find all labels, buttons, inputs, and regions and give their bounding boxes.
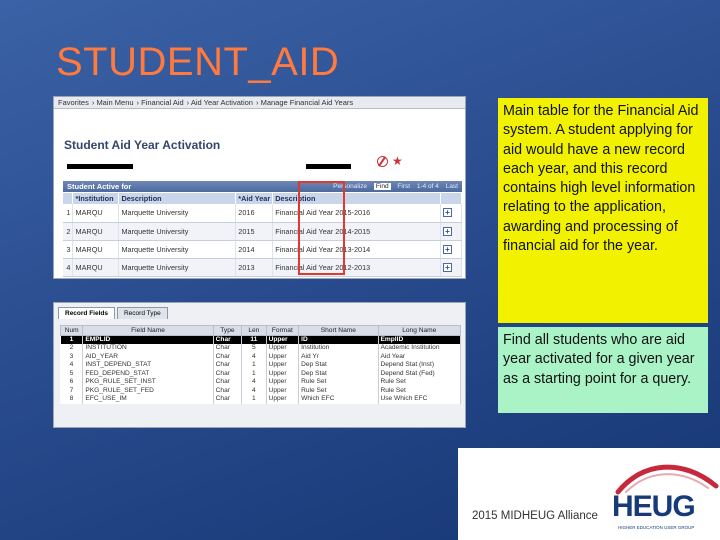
format-cell: Upper bbox=[266, 370, 299, 379]
institution-cell[interactable]: MARQU bbox=[73, 204, 119, 222]
aid-year-activation-screenshot bbox=[53, 96, 466, 279]
type-cell: Char bbox=[213, 395, 241, 404]
field-name-cell: AID_YEAR bbox=[83, 353, 213, 362]
short-name-cell: Which EFC bbox=[299, 395, 378, 404]
grid-title: Student Active for bbox=[67, 182, 132, 191]
breadcrumb-favorites[interactable]: Favorites bbox=[58, 98, 89, 107]
field-name-cell: PKG_RULE_SET_INST bbox=[83, 378, 213, 387]
aid-year-cell[interactable]: 2015 bbox=[236, 222, 273, 240]
field-name-cell: EFC_USE_IM bbox=[83, 395, 213, 404]
col-field-name[interactable]: Field Name bbox=[83, 326, 213, 336]
last-link[interactable]: Last bbox=[445, 183, 458, 190]
len-cell: 5 bbox=[242, 344, 266, 353]
long-name-cell: Depend Stat (Inst) bbox=[378, 361, 461, 370]
table-row[interactable] bbox=[61, 387, 461, 396]
aid-year-cell[interactable]: 2013 bbox=[236, 258, 273, 276]
institution-cell[interactable]: MARQU bbox=[73, 240, 119, 258]
first-link[interactable]: First bbox=[397, 183, 411, 190]
table-row[interactable] bbox=[61, 370, 461, 379]
slide-title: STUDENT_AID bbox=[56, 40, 340, 84]
footer-text: 2015 MIDHEUG Alliance bbox=[472, 510, 598, 522]
len-cell: 1 bbox=[242, 361, 266, 370]
num-cell: 4 bbox=[61, 361, 83, 370]
col-aid-description[interactable]: Description bbox=[273, 193, 441, 204]
table-row[interactable] bbox=[61, 378, 461, 387]
aid-description-cell: Financial Aid Year 2015-2016 bbox=[273, 204, 441, 222]
col-len[interactable]: Len bbox=[242, 326, 266, 336]
long-name-cell: Depend Stat (Fed) bbox=[378, 370, 461, 379]
record-fields-table bbox=[60, 325, 461, 404]
add-row-button[interactable]: + bbox=[443, 208, 452, 217]
breadcrumb-aid-year-activation[interactable]: Aid Year Activation bbox=[190, 98, 253, 107]
len-cell: 11 bbox=[242, 336, 266, 345]
logo-wordmark: HEUG bbox=[612, 490, 695, 523]
col-num[interactable]: Num bbox=[61, 326, 83, 336]
col-aid-year[interactable]: *Aid Year bbox=[236, 193, 273, 204]
field-name-cell: PKG_RULE_SET_FED bbox=[83, 387, 213, 396]
type-cell: Char bbox=[213, 370, 241, 379]
col-num bbox=[63, 193, 73, 204]
record-fields-screenshot bbox=[53, 302, 466, 428]
aid-description-cell: Financial Aid Year 2012-2013 bbox=[273, 258, 441, 276]
description-cell: Marquette University bbox=[119, 204, 236, 222]
add-row-button[interactable]: + bbox=[443, 245, 452, 254]
len-cell: 1 bbox=[242, 395, 266, 404]
field-name-cell: FED_DEPEND_STAT bbox=[83, 370, 213, 379]
short-name-cell: Dep Stat bbox=[299, 370, 378, 379]
len-cell: 1 bbox=[242, 370, 266, 379]
type-cell: Char bbox=[213, 378, 241, 387]
main-table-note: Main table for the Financial Aid system. A student applying for aid would have a new record each year, and this record contains high level information relating to the application, awarding and processing of financial aid for the year. bbox=[498, 98, 708, 323]
format-cell: Upper bbox=[266, 387, 299, 396]
add-row-button[interactable]: + bbox=[443, 227, 452, 236]
row-num: 3 bbox=[63, 240, 73, 258]
num-cell: 6 bbox=[61, 378, 83, 387]
col-format[interactable]: Format bbox=[266, 326, 299, 336]
short-name-cell: Institution bbox=[299, 344, 378, 353]
num-cell: 8 bbox=[61, 395, 83, 404]
type-cell: Char bbox=[213, 344, 241, 353]
format-cell: Upper bbox=[266, 378, 299, 387]
long-name-cell: Use Which EFC bbox=[378, 395, 461, 404]
col-description[interactable]: Description bbox=[119, 193, 236, 204]
description-cell: Marquette University bbox=[119, 222, 236, 240]
num-cell: 5 bbox=[61, 370, 83, 379]
cancel-icon[interactable] bbox=[377, 156, 388, 167]
star-icon: ★ bbox=[392, 154, 403, 168]
table-row bbox=[63, 204, 462, 222]
num-cell: 7 bbox=[61, 387, 83, 396]
table-row[interactable] bbox=[61, 344, 461, 353]
field-name-cell: EMPLID bbox=[83, 336, 213, 345]
add-row-button[interactable]: + bbox=[443, 263, 452, 272]
logo-subtitle: HIGHER EDUCATION USER GROUP bbox=[618, 525, 695, 530]
type-cell: Char bbox=[213, 387, 241, 396]
row-count: 1-4 of 4 bbox=[416, 183, 439, 190]
col-add bbox=[440, 193, 461, 204]
type-cell: Char bbox=[213, 361, 241, 370]
institution-cell[interactable]: MARQU bbox=[73, 258, 119, 276]
breadcrumb: Favorites › Main Menu › Financial Aid › Aid Year Activation › Manage Financial Aid Years bbox=[54, 97, 465, 109]
aid-year-cell[interactable]: 2016 bbox=[236, 204, 273, 222]
aid-description-cell: Financial Aid Year 2013-2014 bbox=[273, 240, 441, 258]
col-institution[interactable]: *Institution bbox=[73, 193, 119, 204]
grid-header-bar bbox=[63, 181, 462, 192]
institution-cell[interactable]: MARQU bbox=[73, 222, 119, 240]
aid-year-highlight bbox=[298, 181, 345, 275]
redacted-emplid bbox=[67, 164, 133, 169]
format-cell: Upper bbox=[266, 361, 299, 370]
short-name-cell: Dep Stat bbox=[299, 361, 378, 370]
query-tip-note: Find all students who are aid year activated for a given year as a starting point for a query. bbox=[498, 327, 708, 413]
table-row bbox=[63, 240, 462, 258]
find-link[interactable]: Find bbox=[375, 183, 389, 190]
add-row-cell bbox=[440, 222, 461, 240]
short-name-cell: ID bbox=[299, 336, 378, 345]
description-cell: Marquette University bbox=[119, 240, 236, 258]
table-row bbox=[63, 222, 462, 240]
col-short-name[interactable]: Short Name bbox=[299, 326, 378, 336]
format-cell: Upper bbox=[266, 336, 299, 345]
long-name-cell: Rule Set bbox=[378, 378, 461, 387]
len-cell: 4 bbox=[242, 387, 266, 396]
num-cell: 1 bbox=[61, 336, 83, 345]
col-type[interactable]: Type bbox=[213, 326, 241, 336]
description-cell: Marquette University bbox=[119, 258, 236, 276]
num-cell: 2 bbox=[61, 344, 83, 353]
record-tabs bbox=[58, 307, 170, 319]
long-name-cell: Academic Institution bbox=[378, 344, 461, 353]
type-cell: Char bbox=[213, 353, 241, 362]
page-title: Student Aid Year Activation bbox=[64, 138, 221, 152]
table-row[interactable] bbox=[61, 395, 461, 404]
long-name-cell: Rule Set bbox=[378, 387, 461, 396]
grid-toolbar bbox=[328, 181, 458, 192]
table-row[interactable] bbox=[61, 353, 461, 362]
format-cell: Upper bbox=[266, 395, 299, 404]
breadcrumb-main-menu[interactable]: Main Menu bbox=[96, 98, 134, 107]
table-row[interactable] bbox=[61, 336, 461, 345]
field-name-cell: INST_DEPEND_STAT bbox=[83, 361, 213, 370]
personalize-link[interactable]: Personalize bbox=[333, 183, 368, 190]
col-long-name[interactable]: Long Name bbox=[378, 326, 461, 336]
redacted-name bbox=[306, 164, 351, 169]
len-cell: 4 bbox=[242, 378, 266, 387]
type-cell: Char bbox=[213, 336, 241, 345]
row-num: 2 bbox=[63, 222, 73, 240]
add-row-cell bbox=[440, 240, 461, 258]
aid-year-cell[interactable]: 2014 bbox=[236, 240, 273, 258]
aid-description-cell: Financial Aid Year 2014-2015 bbox=[273, 222, 441, 240]
row-num: 4 bbox=[63, 258, 73, 276]
tab-record-type[interactable]: Record Type bbox=[117, 307, 168, 319]
heug-logo bbox=[612, 456, 720, 540]
breadcrumb-manage-aid-years[interactable]: Manage Financial Aid Years bbox=[260, 98, 354, 107]
format-cell: Upper bbox=[266, 353, 299, 362]
field-name-cell: INSTITUTION bbox=[83, 344, 213, 353]
num-cell: 3 bbox=[61, 353, 83, 362]
long-name-cell: EmplID bbox=[378, 336, 461, 345]
row-num: 1 bbox=[63, 204, 73, 222]
table-row[interactable] bbox=[61, 361, 461, 370]
long-name-cell: Aid Year bbox=[378, 353, 461, 362]
short-name-cell: Aid Yr bbox=[299, 353, 378, 362]
add-row-cell bbox=[440, 258, 461, 276]
breadcrumb-financial-aid[interactable]: Financial Aid bbox=[141, 98, 184, 107]
short-name-cell: Rule Set bbox=[299, 378, 378, 387]
format-cell: Upper bbox=[266, 344, 299, 353]
len-cell: 4 bbox=[242, 353, 266, 362]
table-row bbox=[63, 258, 462, 276]
student-aid-grid bbox=[63, 193, 462, 277]
tab-record-fields[interactable]: Record Fields bbox=[58, 307, 115, 319]
add-row-cell bbox=[440, 204, 461, 222]
short-name-cell: Rule Set bbox=[299, 387, 378, 396]
